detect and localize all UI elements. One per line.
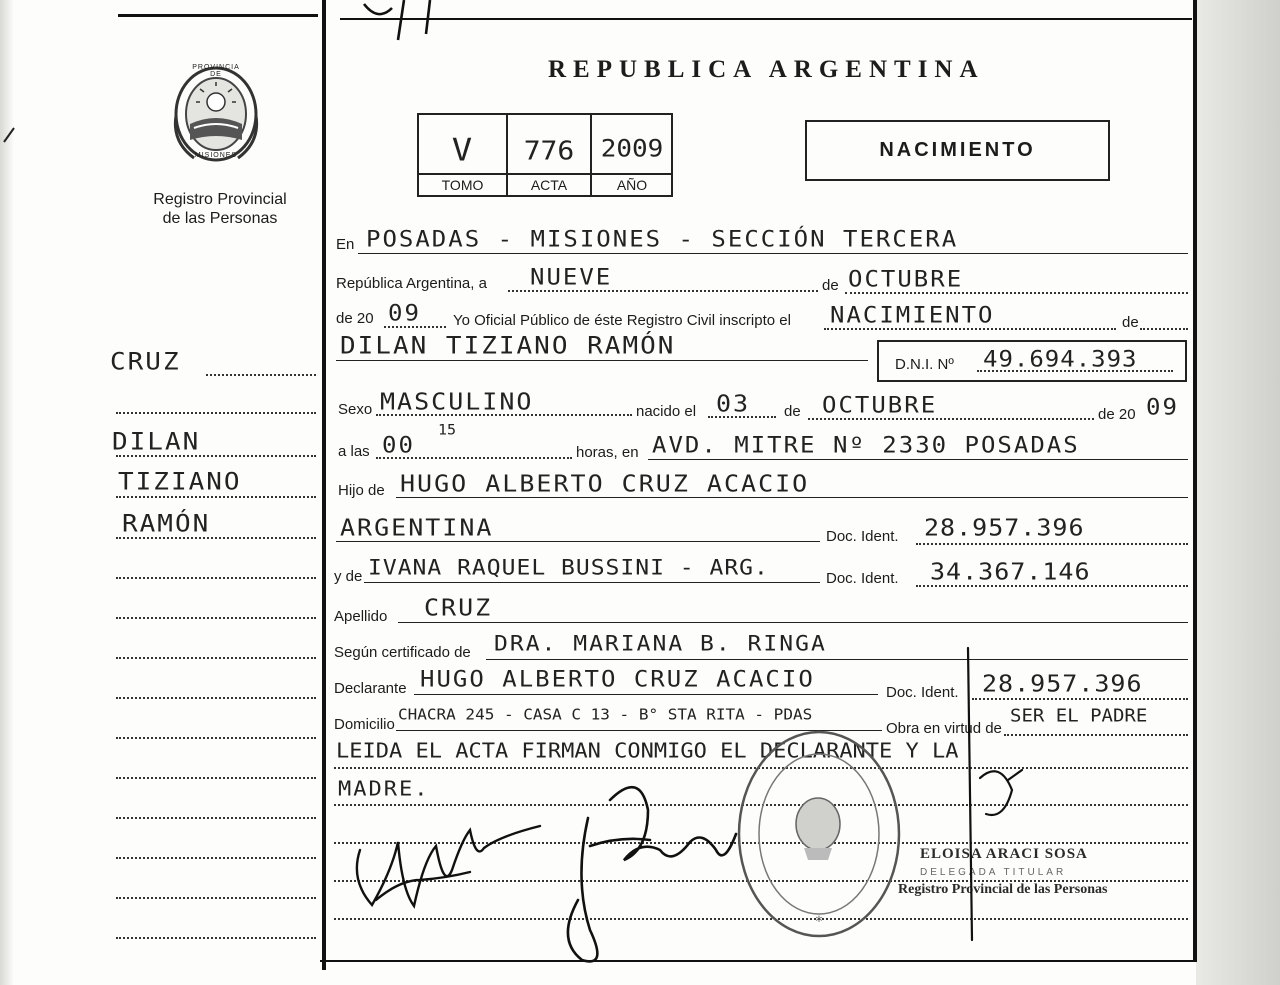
- round-stamp-icon: [734, 728, 904, 940]
- mother-name: IVANA RAQUEL BUSSINI - ARG.: [368, 556, 769, 580]
- line-child-name: [336, 360, 868, 361]
- obra-value: SER EL PADRE: [1010, 705, 1148, 726]
- official-round-stamp: [734, 728, 904, 940]
- domicilio-value: CHACRA 245 - CASA C 13 - B° STA RITA - PDAS: [398, 705, 813, 723]
- line-obra: [1004, 734, 1188, 736]
- line-birth-place: [648, 459, 1188, 460]
- registry-line1: Registro Provincial: [153, 191, 287, 208]
- declarante-name: HUGO ALBERTO CRUZ ACACIO: [420, 666, 815, 692]
- line-sexo: [376, 414, 632, 416]
- birth-hour: 00: [382, 432, 415, 458]
- sexo-value: MASCULINO: [380, 388, 534, 415]
- birth-place: AVD. MITRE Nº 2330 POSADAS: [652, 432, 1080, 458]
- certificate-by: DRA. MARIANA B. RINGA: [494, 632, 827, 656]
- acta-label: ACTA: [530, 177, 568, 193]
- line-de2: [1140, 328, 1188, 330]
- birth-day: 03: [716, 390, 751, 417]
- dni-value: 49.694.393: [983, 346, 1138, 372]
- anio-value: 2009: [600, 135, 664, 163]
- line-birth-month: [808, 418, 1094, 420]
- apellido-value: CRUZ: [424, 594, 493, 621]
- domicilio-label: Domicilio: [334, 716, 395, 733]
- nacido-label: nacido el: [636, 403, 697, 420]
- birth-month: OCTUBRE: [822, 392, 938, 418]
- record-type: NACIMIENTO: [879, 139, 1036, 161]
- month-value: OCTUBRE: [848, 266, 964, 292]
- mother-doc: 34.367.146: [930, 558, 1091, 585]
- apellido-label: Apellido: [334, 608, 388, 625]
- line-mother: [364, 582, 820, 583]
- alas-label: a las: [338, 443, 370, 460]
- line-declarante-doc: [972, 698, 1188, 700]
- line-location: [358, 253, 1188, 254]
- de-label2: de: [1122, 314, 1139, 331]
- obra-label: Obra en virtud de: [886, 720, 1002, 737]
- delegate-institution: Registro Provincial de las Personas: [898, 882, 1108, 897]
- dni-box: [877, 340, 1187, 382]
- day-words: NUEVE: [530, 264, 613, 290]
- line-apellido: [398, 622, 1188, 623]
- sidebar-surname: CRUZ: [110, 348, 181, 376]
- delegate-name: ELOISA ARACI SOSA: [920, 846, 1088, 862]
- line-certificate: [486, 659, 1188, 660]
- birth-minutes: 15: [438, 421, 457, 438]
- acta-value: 776: [523, 135, 575, 166]
- tomo-value: V: [451, 132, 475, 169]
- child-name: DILAN TIZIANO RAMÓN: [340, 332, 676, 360]
- en-label: En: [336, 236, 355, 253]
- segun-label: Según certificado de: [334, 644, 471, 661]
- de20-label2: de 20: [1098, 406, 1136, 423]
- registry-line2: de las Personas: [162, 210, 278, 227]
- father-doc: 28.957.396: [924, 514, 1085, 541]
- sidebar-name-2: TIZIANO: [118, 468, 242, 496]
- line-dni: [977, 370, 1173, 372]
- year-suffix: 09: [388, 300, 421, 326]
- location-value: POSADAS - MISIONES - SECCIÓN TERCERA: [366, 226, 959, 252]
- seal-bottom-text: MISIONES: [194, 152, 238, 159]
- de-label3: de: [784, 403, 801, 420]
- sexo-label: Sexo: [338, 401, 373, 418]
- line-birth-day: [708, 416, 776, 418]
- father-name: HUGO ALBERTO CRUZ ACACIO: [400, 470, 810, 497]
- father-nationality: ARGENTINA: [340, 514, 494, 541]
- hijo-label: Hijo de: [338, 482, 385, 499]
- page-title: REPUBLICA ARGENTINA: [548, 56, 985, 83]
- delegate-role: DELEGADA TITULAR: [920, 867, 1067, 878]
- de-label: de: [822, 277, 839, 294]
- birth-year-suffix: 09: [1146, 394, 1179, 420]
- seal-top-text: PROVINCIA DE: [192, 64, 240, 78]
- declarante-label: Declarante: [334, 680, 407, 697]
- doc-ident-label3: Doc. Ident.: [886, 684, 959, 701]
- oficial-text: Yo Oficial Público de éste Registro Civil inscripto el: [453, 312, 791, 329]
- anio-label: AÑO: [616, 177, 648, 193]
- line-kind: [824, 328, 1116, 330]
- republica-label: República Argentina, a: [336, 275, 487, 292]
- dni-label: D.N.I. Nº: [895, 356, 954, 373]
- tomo-label: TOMO: [441, 177, 484, 193]
- line-year: [384, 326, 446, 328]
- de20-label: de 20: [336, 310, 374, 327]
- line-mother-doc: [916, 585, 1188, 587]
- sidebar-name-1: DILAN: [112, 428, 201, 456]
- doc-ident-label: Doc. Ident.: [826, 528, 899, 545]
- doc-ident-label2: Doc. Ident.: [826, 570, 899, 587]
- notes-line-1: LEIDA EL ACTA FIRMAN CONMIGO EL DECLARANTE Y LA: [336, 740, 959, 763]
- line-father: [396, 497, 1188, 498]
- line-declarante: [414, 694, 878, 695]
- notes-line-2: MADRE.: [338, 778, 430, 801]
- sidebar-name-3: RAMÓN: [122, 510, 211, 538]
- record-kind: NACIMIENTO: [830, 302, 995, 328]
- line-nationality: [336, 541, 820, 542]
- yde-label: y de: [334, 568, 363, 585]
- svg-text:*: *: [815, 914, 823, 930]
- line-father-doc: [916, 543, 1188, 545]
- delegate-stamp: [898, 846, 1180, 898]
- horas-label: horas, en: [576, 444, 639, 461]
- line-hour: [376, 457, 572, 459]
- declarante-doc: 28.957.396: [982, 670, 1143, 697]
- line-day: [508, 290, 818, 292]
- line-month: [845, 292, 1188, 294]
